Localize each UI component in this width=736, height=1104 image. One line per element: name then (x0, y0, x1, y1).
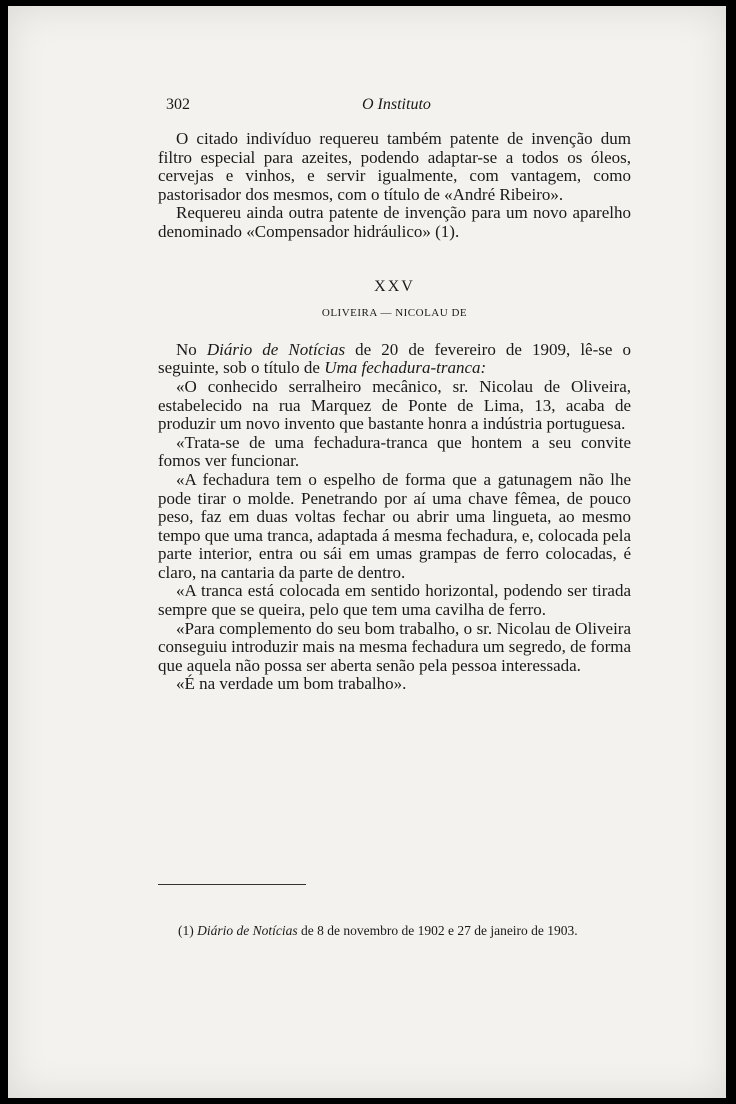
newspaper-name: Diário de Notícias (206, 339, 346, 359)
paragraph-compensator-patent: Requereu ainda outra patente de invenção para um novo aparelho denominado «Compensador hidráulico» (1). (158, 203, 631, 241)
footnote-text: de 8 de novembro de 1902 e 27 de janeiro de 1903. (297, 922, 578, 938)
quote-paragraph-1: «O conhecido serralheiro mecânico, sr. Nicolau de Oliveira, estabelecido na rua Marquez de Ponte de Lima, 13, acaba de produzir um novo invento que bastante honra a indústria portuguesa. (158, 376, 631, 434)
quote-paragraph-6: «É na verdade um bom trabalho». (176, 674, 407, 694)
footnote-divider (158, 884, 306, 885)
paragraph-filter-patent: O citado indivíduo requereu também patente de invenção dum filtro especial para azeites, podendo adaptar-se a todos os óleos, cervejas e vinhos, e servir igualmente, com vantagem, como pastorisador dos mesmos, com o título de «André Ribeiro». (158, 129, 631, 204)
footnote (158, 922, 631, 939)
footnote-source: Diário de Notícias (197, 922, 298, 938)
article-title: Uma fechadura-tranca: (324, 358, 487, 378)
paragraph-newspaper-intro (158, 341, 631, 378)
running-title: O Instituto (362, 96, 431, 113)
page-number: 302 (166, 96, 190, 113)
footnote-marker: (1) (178, 922, 198, 938)
chapter-title: OLIVEIRA — NICOLAU DE (321, 307, 468, 320)
intro-text-a: No (176, 339, 207, 359)
body-text (158, 130, 631, 694)
quote-paragraph-2: «Trata-se de uma fechadura-tranca que hontem a seu convite fomos ver funcionar. (158, 432, 631, 471)
chapter-number: XXV (374, 277, 415, 295)
intro-text-b: de 20 de fevereiro de 1909, lê-se o seguinte, sob o título de (158, 339, 632, 378)
quote-paragraph-3: «A fechadura tem o espelho de forma que a gatunagem não lhe pode tirar o molde. Penetrando por aí uma chave fêmea, de pouco peso, faz em duas voltas fechar ou abrir uma lingueta, ao mesmo tempo que uma tranca, adaptada á mesma fechadura, e, colocada pela parte interior, entra ou sái em umas grampas de ferro colocadas, é claro, na cantaria da parte de dentro. (158, 469, 631, 582)
quote-paragraph-5: «Para complemento do seu bom trabalho, o sr. Nicolau de Oliveira conseguiu introduzir mais na mesma fechadura um segredo, de forma que aquela não possa ser aberta senão pela pessoa interessada. (158, 618, 632, 675)
quote-paragraph-4: «A tranca está colocada em sentido horizontal, podendo ser tirada sempre que se queira, pelo que tem uma cavilha de ferro. (158, 581, 631, 620)
page-header (166, 96, 646, 116)
